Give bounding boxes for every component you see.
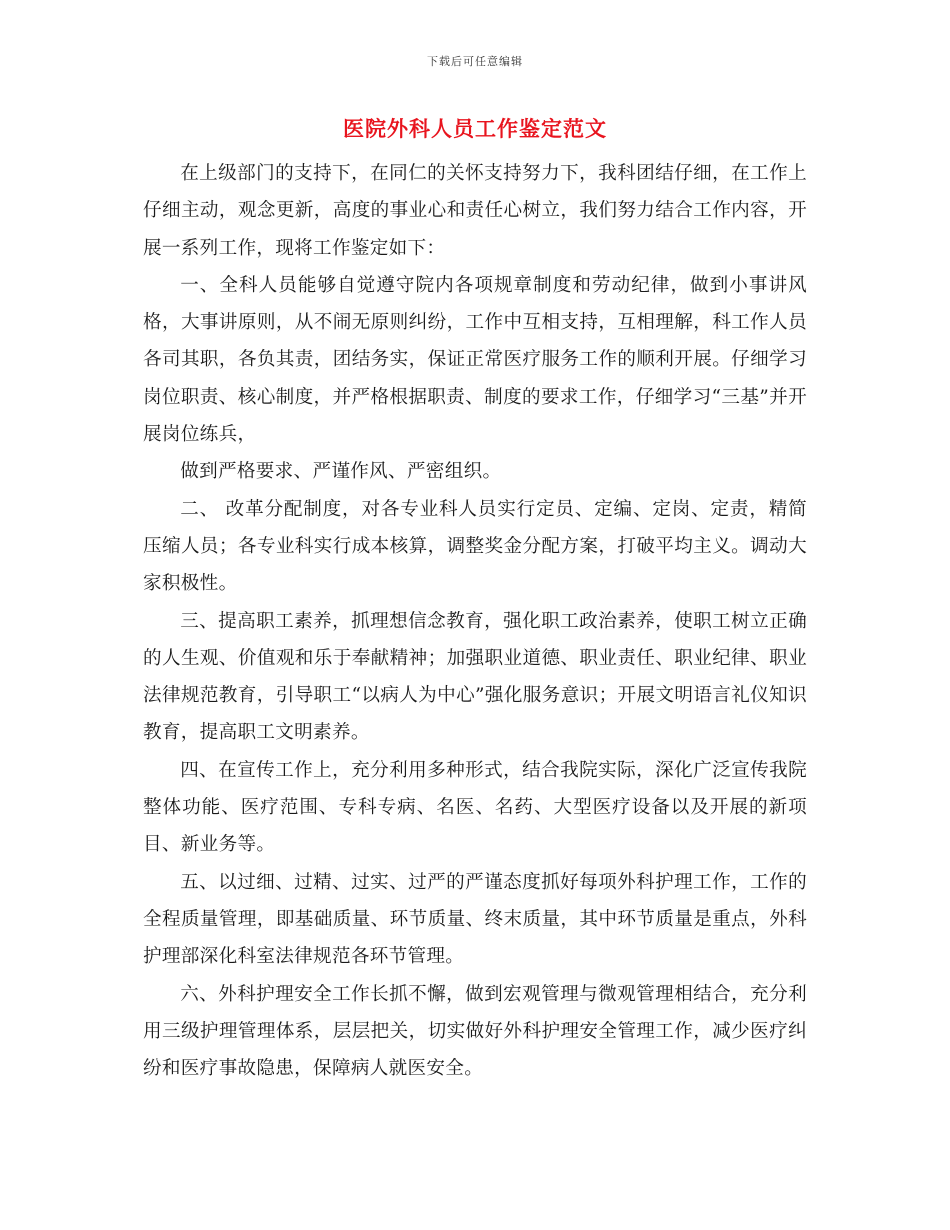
paragraph-2: 二、 改革分配制度，对各专业科人员实行定员、定编、定岗、定责，精简压缩人员；各专业科实行成本核算，调整奖金分配方案，打破平均主义。调动大家积极性。 (143, 498, 807, 595)
paragraph-1: 一、全科人员能够自觉遵守院内各项规章制度和劳动纪律，做到小事讲风格，大事讲原则，从不闹无原则纠纷，工作中互相支持，互相理解，科工作人员各司其职，各负其责，团结务实，保证正常医疗服务工作的顺利开展。仔细学习岗位职责、核心制度，并严格根据职责、制度的要求工作，仔细学习“三基”并开展岗位练兵， (143, 274, 807, 446)
paragraph-4: 四、在宣传工作上，充分利用多种形式，结合我院实际，深化广泛宣传我院整体功能、医疗范围、专科专病、名医、名药、大型医疗设备以及开展的新项目、新业务等。 (143, 759, 807, 856)
document-body (143, 155, 807, 1087)
paragraph-intro: 在上级部门的支持下，在同仁的关怀支持努力下，我科团结仔细，在工作上仔细主动，观念更新，高度的事业心和责任心树立，我们努力结合工作内容，开展一系列工作，现将工作鉴定如下： (143, 163, 807, 259)
paragraph-3: 三、提高职工素养，抓理想信念教育，强化职工政治素养，使职工树立正确的人生观、价值观和乐于奉献精神；加强职业道德、职业责任、职业纪律、职业法律规范教育，引导职工“以病人为中心”强化服务意识；开展文明语言礼仪知识教育，提高职工文明素养。 (143, 610, 807, 744)
document-title: 医院外科人员工作鉴定范文 (343, 116, 607, 141)
paragraph-1-continued: 做到严格要求、严谨作风、严密组织。 (180, 461, 502, 483)
paragraph-5: 五、以过细、过精、过实、过严的严谨态度抓好每项外科护理工作，工作的全程质量管理，即基础质量、环节质量、终末质量，其中环节质量是重点，外科护理部深化科室法律规范各环节管理。 (143, 871, 807, 968)
paragraph-6: 六、外科护理安全工作长抓不懈，做到宏观管理与微观管理相结合，充分利用三级护理管理体系，层层把关，切实做好外科护理安全管理工作，减少医疗纠纷和医疗事故隐患，保障病人就医安全。 (143, 983, 807, 1080)
header-note: 下载后可任意编辑 (427, 55, 523, 68)
